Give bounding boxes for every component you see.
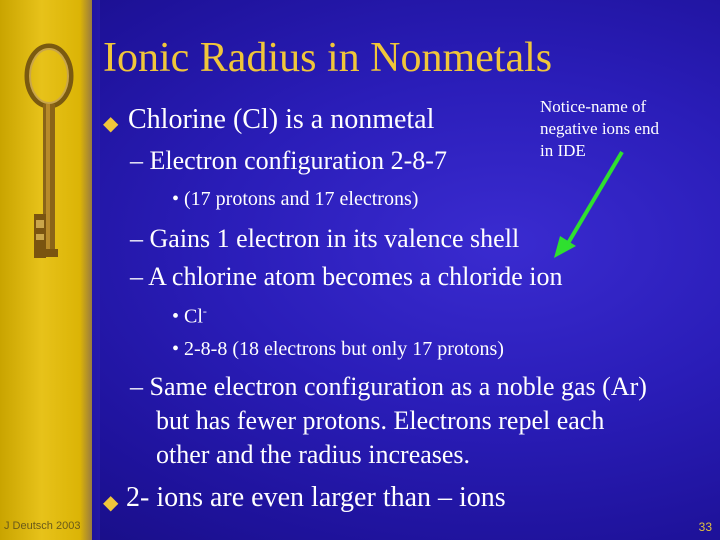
cl-charge: - xyxy=(202,304,207,318)
subsub-config-288: • 2-8-8 (18 electrons but only 17 protons) xyxy=(172,338,504,360)
note-line-3: in IDE xyxy=(540,141,586,160)
subsub-cl-ion xyxy=(172,304,207,329)
sub-chloride-ion: – A chlorine atom becomes a chloride ion xyxy=(130,262,563,291)
footer-author: J Deutsch 2003 xyxy=(4,520,81,532)
bullet-2minus-ions: 2- ions are even larger than – ions xyxy=(126,482,506,513)
slide-title: Ionic Radius in Nonmetals xyxy=(103,35,553,81)
note-line-2: negative ions end xyxy=(540,119,659,138)
sub-noble-gas-line1: – Same electron configuration as a noble gas (Ar) xyxy=(130,372,647,401)
sub-gains-electron: – Gains 1 electron in its valence shell xyxy=(130,224,520,253)
subsub-protons: • (17 protons and 17 electrons) xyxy=(172,188,419,210)
diamond-bullet-icon: ◆ xyxy=(103,492,119,514)
cl-symbol: • Cl xyxy=(172,305,203,328)
note-line-1: Notice-name of xyxy=(540,97,647,116)
diamond-bullet-icon: ◆ xyxy=(103,113,119,135)
green-arrow-icon xyxy=(540,150,640,260)
sub-noble-gas-line3: other and the radius increases. xyxy=(156,440,471,469)
sub-electron-config: – Electron configuration 2-8-7 xyxy=(130,146,447,175)
old-key-icon xyxy=(4,34,94,284)
bullet-chlorine: Chlorine (Cl) is a nonmetal xyxy=(128,104,435,135)
page-number: 33 xyxy=(698,520,712,534)
sub-noble-gas-line2: but has fewer protons. Electrons repel each xyxy=(156,406,605,435)
